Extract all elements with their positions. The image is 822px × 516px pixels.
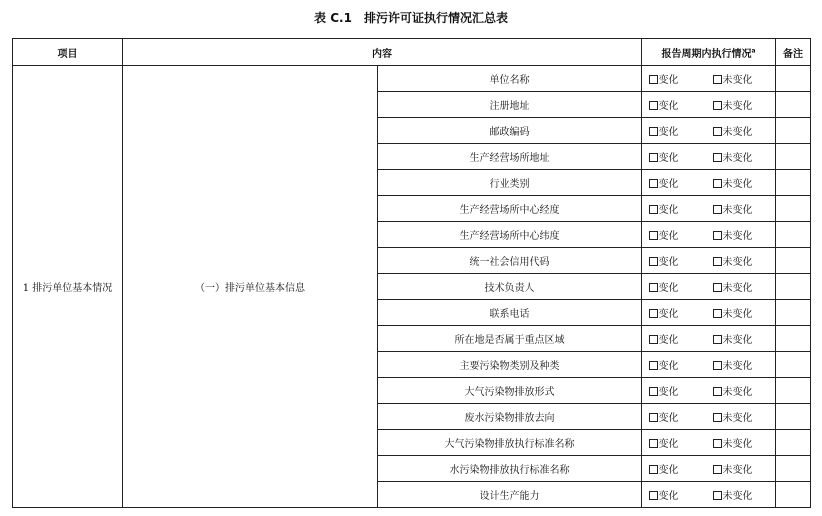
row-field-label: 行业类别 [378, 170, 642, 196]
row-status-cell [642, 482, 776, 508]
row-remark-cell[interactable] [776, 170, 811, 196]
checkbox-changed[interactable] [649, 331, 705, 346]
row-field-label: 统一社会信用代码 [378, 248, 642, 274]
checkbox-square-icon[interactable] [713, 257, 722, 266]
row-field-label: 设计生产能力 [378, 482, 642, 508]
checkbox-label-changed: 变化 [658, 361, 679, 372]
checkbox-unchanged[interactable] [713, 227, 769, 242]
checkbox-square-icon[interactable] [713, 309, 722, 318]
header-content: 内容 [123, 39, 642, 66]
checkbox-unchanged[interactable] [713, 123, 769, 138]
checkbox-label-unchanged: 未变化 [722, 335, 753, 346]
checkbox-unchanged[interactable] [713, 357, 769, 372]
checkbox-label-changed: 变化 [658, 387, 679, 398]
row-remark-cell[interactable] [776, 92, 811, 118]
checkbox-unchanged[interactable] [713, 435, 769, 450]
table-title: 表 C.1 排污许可证执行情况汇总表 [314, 11, 508, 25]
checkbox-square-icon[interactable] [713, 75, 722, 84]
row-field-label: 大气污染物排放形式 [378, 378, 642, 404]
checkbox-label-changed: 变化 [658, 231, 679, 242]
row-field-label: 大气污染物排放执行标准名称 [378, 430, 642, 456]
header-item: 项目 [13, 39, 123, 66]
checkbox-label-changed: 变化 [658, 413, 679, 424]
row-field-label: 主要污染物类别及种类 [378, 352, 642, 378]
row-status-cell [642, 118, 776, 144]
checkbox-label-changed: 变化 [658, 127, 679, 138]
checkbox-changed[interactable] [649, 227, 705, 242]
checkbox-label-changed: 变化 [658, 439, 679, 450]
row-status-cell [642, 326, 776, 352]
checkbox-label-unchanged: 未变化 [722, 179, 753, 190]
row-field-label: 注册地址 [378, 92, 642, 118]
checkbox-changed[interactable] [649, 201, 705, 216]
checkbox-square-icon[interactable] [713, 361, 722, 370]
checkbox-square-icon[interactable] [713, 127, 722, 136]
header-status-label: 报告周期内执行情况 [661, 48, 752, 60]
row-remark-cell[interactable] [776, 300, 811, 326]
checkbox-unchanged[interactable] [713, 409, 769, 424]
row-field-label: 生产经营场所中心经度 [378, 196, 642, 222]
row-status-cell [642, 170, 776, 196]
row-remark-cell[interactable] [776, 196, 811, 222]
checkbox-changed[interactable] [649, 149, 705, 164]
checkbox-square-icon[interactable] [649, 491, 658, 500]
checkbox-square-icon[interactable] [713, 231, 722, 240]
header-remark: 备注 [776, 39, 811, 66]
checkbox-square-icon[interactable] [713, 491, 722, 500]
row-remark-cell[interactable] [776, 248, 811, 274]
checkbox-square-icon[interactable] [713, 413, 722, 422]
row-field-label: 水污染物排放执行标准名称 [378, 456, 642, 482]
section-sub-label: （一）排污单位基本信息 [123, 66, 378, 508]
checkbox-changed[interactable] [649, 305, 705, 320]
checkbox-label-unchanged: 未变化 [722, 127, 753, 138]
row-remark-cell[interactable] [776, 118, 811, 144]
row-field-label: 单位名称 [378, 66, 642, 92]
row-status-cell [642, 144, 776, 170]
row-status-cell [642, 300, 776, 326]
checkbox-label-unchanged: 未变化 [722, 153, 753, 164]
checkbox-label-changed: 变化 [658, 75, 679, 86]
checkbox-label-unchanged: 未变化 [722, 465, 753, 476]
checkbox-unchanged[interactable] [713, 331, 769, 346]
checkbox-square-icon[interactable] [649, 465, 658, 474]
checkbox-square-icon[interactable] [713, 283, 722, 292]
checkbox-unchanged[interactable] [713, 253, 769, 268]
checkbox-square-icon[interactable] [649, 179, 658, 188]
checkbox-square-icon[interactable] [713, 387, 722, 396]
row-remark-cell[interactable] [776, 274, 811, 300]
row-status-cell [642, 352, 776, 378]
checkbox-square-icon[interactable] [713, 153, 722, 162]
checkbox-unchanged[interactable] [713, 175, 769, 190]
row-status-cell [642, 274, 776, 300]
row-remark-cell[interactable] [776, 378, 811, 404]
checkbox-changed[interactable] [649, 357, 705, 372]
checkbox-changed[interactable] [649, 461, 705, 476]
row-status-cell [642, 378, 776, 404]
checkbox-label-changed: 变化 [658, 257, 679, 268]
row-remark-cell[interactable] [776, 144, 811, 170]
checkbox-label-unchanged: 未变化 [722, 257, 753, 268]
row-remark-cell[interactable] [776, 66, 811, 92]
row-status-cell [642, 92, 776, 118]
checkbox-label-changed: 变化 [658, 283, 679, 294]
checkbox-changed[interactable] [649, 97, 705, 112]
checkbox-square-icon[interactable] [649, 309, 658, 318]
row-remark-cell[interactable] [776, 456, 811, 482]
checkbox-unchanged[interactable] [713, 305, 769, 320]
checkbox-unchanged[interactable] [713, 149, 769, 164]
checkbox-square-icon[interactable] [649, 257, 658, 266]
row-remark-cell[interactable] [776, 326, 811, 352]
header-status [642, 39, 776, 66]
checkbox-label-changed: 变化 [658, 205, 679, 216]
checkbox-label-changed: 变化 [658, 309, 679, 320]
checkbox-label-unchanged: 未变化 [722, 361, 753, 372]
checkbox-label-unchanged: 未变化 [722, 309, 753, 320]
checkbox-label-unchanged: 未变化 [722, 205, 753, 216]
checkbox-label-changed: 变化 [658, 101, 679, 112]
checkbox-square-icon[interactable] [649, 153, 658, 162]
checkbox-changed[interactable] [649, 71, 705, 86]
checkbox-label-unchanged: 未变化 [722, 439, 753, 450]
checkbox-label-unchanged: 未变化 [722, 491, 753, 502]
checkbox-unchanged[interactable] [713, 279, 769, 294]
row-status-cell [642, 66, 776, 92]
row-status-cell [642, 430, 776, 456]
checkbox-square-icon[interactable] [649, 101, 658, 110]
checkbox-unchanged[interactable] [713, 201, 769, 216]
checkbox-square-icon[interactable] [713, 335, 722, 344]
header-row [13, 39, 811, 66]
checkbox-square-icon[interactable] [713, 465, 722, 474]
checkbox-label-changed: 变化 [658, 335, 679, 346]
row-status-cell [642, 404, 776, 430]
row-remark-cell[interactable] [776, 222, 811, 248]
row-status-cell [642, 196, 776, 222]
checkbox-label-changed: 变化 [658, 153, 679, 164]
checkbox-label-unchanged: 未变化 [722, 413, 753, 424]
row-field-label: 废水污染物排放去向 [378, 404, 642, 430]
checkbox-square-icon[interactable] [649, 75, 658, 84]
row-field-label: 技术负责人 [378, 274, 642, 300]
checkbox-square-icon[interactable] [713, 439, 722, 448]
row-status-cell [642, 222, 776, 248]
checkbox-square-icon[interactable] [713, 101, 722, 110]
row-field-label: 联系电话 [378, 300, 642, 326]
row-remark-cell[interactable] [776, 430, 811, 456]
section-item-label: 1 排污单位基本情况 [13, 66, 123, 508]
checkbox-square-icon[interactable] [649, 283, 658, 292]
checkbox-square-icon[interactable] [713, 179, 722, 188]
checkbox-changed[interactable] [649, 487, 705, 502]
checkbox-changed[interactable] [649, 409, 705, 424]
checkbox-square-icon[interactable] [649, 439, 658, 448]
checkbox-changed[interactable] [649, 435, 705, 450]
header-status-footnote: a [751, 47, 756, 55]
checkbox-changed[interactable] [649, 253, 705, 268]
row-status-cell [642, 456, 776, 482]
checkbox-label-changed: 变化 [658, 179, 679, 190]
row-remark-cell[interactable] [776, 404, 811, 430]
checkbox-changed[interactable] [649, 383, 705, 398]
checkbox-label-unchanged: 未变化 [722, 387, 753, 398]
checkbox-unchanged[interactable] [713, 97, 769, 112]
checkbox-unchanged[interactable] [713, 461, 769, 476]
checkbox-square-icon[interactable] [649, 231, 658, 240]
checkbox-label-unchanged: 未变化 [722, 75, 753, 86]
permit-summary-table [12, 38, 811, 508]
row-field-label: 所在地是否属于重点区域 [378, 326, 642, 352]
row-field-label: 生产经营场所中心纬度 [378, 222, 642, 248]
row-remark-cell[interactable] [776, 352, 811, 378]
checkbox-square-icon[interactable] [649, 335, 658, 344]
checkbox-label-unchanged: 未变化 [722, 283, 753, 294]
checkbox-label-changed: 变化 [658, 491, 679, 502]
checkbox-unchanged[interactable] [713, 71, 769, 86]
checkbox-changed[interactable] [649, 279, 705, 294]
row-remark-cell[interactable] [776, 482, 811, 508]
checkbox-changed[interactable] [649, 175, 705, 190]
checkbox-unchanged[interactable] [713, 383, 769, 398]
row-status-cell [642, 248, 776, 274]
checkbox-label-unchanged: 未变化 [722, 101, 753, 112]
checkbox-square-icon[interactable] [649, 387, 658, 396]
row-field-label: 邮政编码 [378, 118, 642, 144]
checkbox-label-changed: 变化 [658, 465, 679, 476]
row-field-label: 生产经营场所地址 [378, 144, 642, 170]
checkbox-changed[interactable] [649, 123, 705, 138]
checkbox-label-unchanged: 未变化 [722, 231, 753, 242]
checkbox-square-icon[interactable] [649, 127, 658, 136]
checkbox-square-icon[interactable] [649, 205, 658, 214]
checkbox-square-icon[interactable] [649, 361, 658, 370]
table-row [13, 66, 811, 92]
checkbox-square-icon[interactable] [713, 205, 722, 214]
checkbox-unchanged[interactable] [713, 487, 769, 502]
checkbox-square-icon[interactable] [649, 413, 658, 422]
